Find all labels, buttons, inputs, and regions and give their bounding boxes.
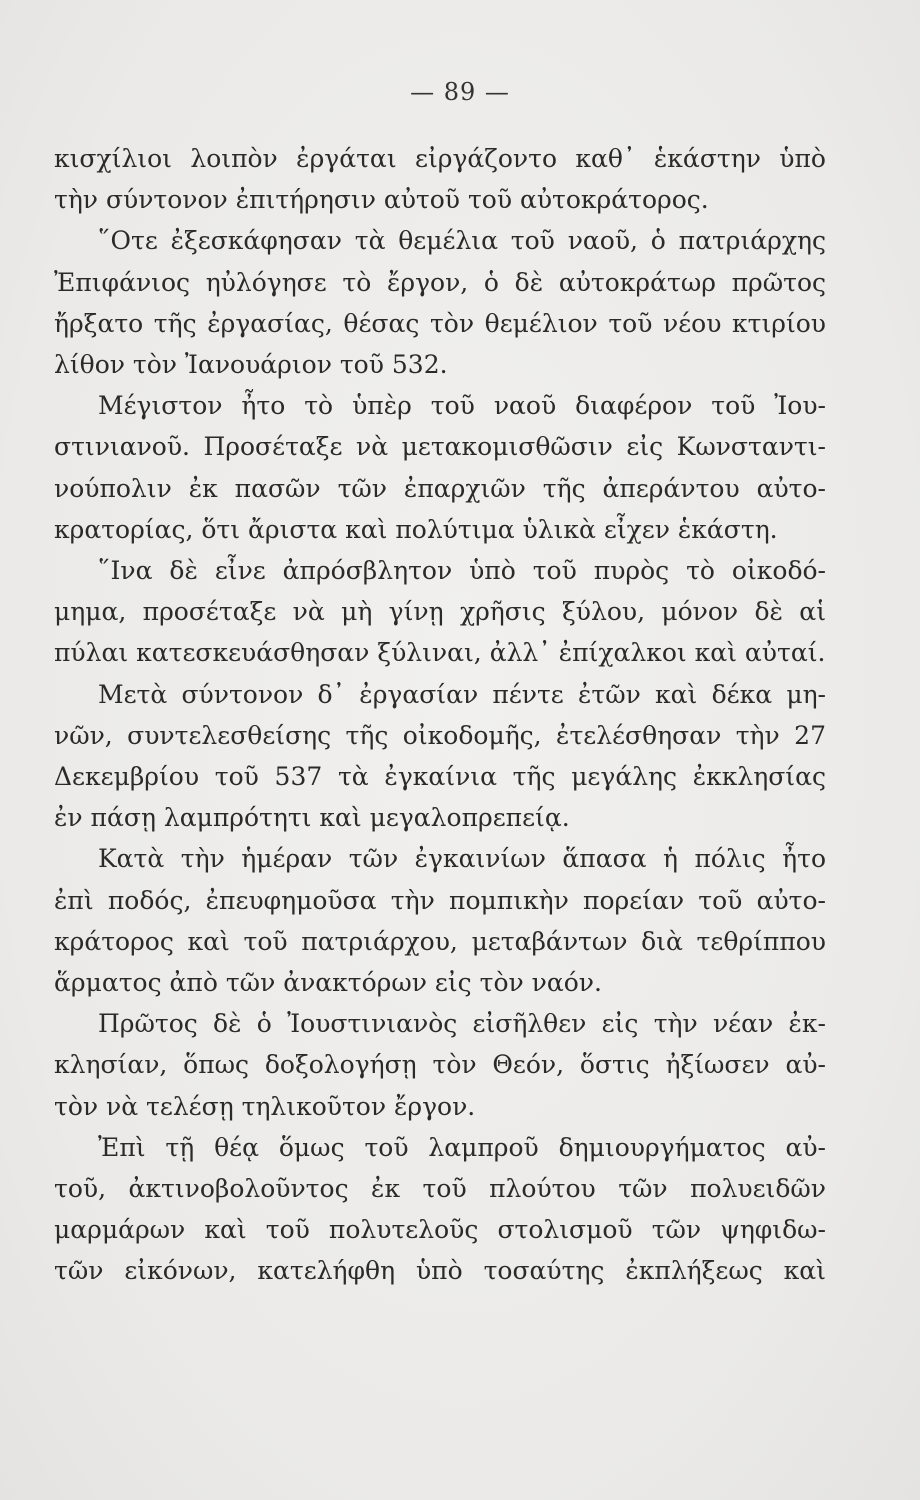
text-line: Δεκεμβρίου τοῦ 537 τὰ ἐγκαίνια τῆς μεγάλης ἐκκλησίας bbox=[54, 762, 826, 792]
body-text bbox=[54, 138, 826, 1292]
page-number: — 89 — bbox=[410, 78, 510, 106]
text-line: Ἐπὶ τῇ θέᾳ ὅμως τοῦ λαμπροῦ δημιουργήματος αὐ- bbox=[98, 1132, 826, 1162]
text-line: ἐπὶ ποδός, ἐπευφημοῦσα τὴν πομπικὴν πορείαν τοῦ αὐτο- bbox=[54, 885, 826, 915]
text-line: τοῦ, ἀκτινοβολοῦντος ἐκ τοῦ πλούτου τῶν πολυειδῶν bbox=[54, 1174, 826, 1204]
text-line: ἅρματος ἀπὸ τῶν ἀνακτόρων εἰς τὸν ναόν. bbox=[54, 968, 602, 998]
text-line: κισχίλιοι λοιπὸν ἐργάται εἰργάζοντο καθ᾽ ἑκάστην ὑπὸ bbox=[54, 144, 826, 173]
text-line: τὸν νὰ τελέσῃ τηλικοῦτον ἔργον. bbox=[54, 1091, 476, 1121]
text-line: Κατὰ τὴν ἡμέραν τῶν ἐγκαινίων ἅπασα ἡ πόλις ἦτο bbox=[98, 844, 826, 874]
paragraph bbox=[54, 674, 826, 839]
paragraph bbox=[54, 138, 826, 220]
text-line: Μέγιστον ἦτο τὸ ὑπὲρ τοῦ ναοῦ διαφέρον τοῦ Ἰου- bbox=[98, 391, 826, 421]
text-line: τὴν σύντονον ἐπιτήρησιν αὐτοῦ τοῦ αὐτοκράτορος. bbox=[54, 185, 709, 215]
text-line: κράτορος καὶ τοῦ πατριάρχου, μεταβάντων διὰ τεθρίππου bbox=[54, 926, 826, 956]
paragraph bbox=[54, 838, 826, 1003]
text-line: νῶν, συντελεσθείσης τῆς οἰκοδομῆς, ἐτελέσθησαν τὴν 27 bbox=[54, 720, 826, 750]
text-line: πύλαι κατεσκευάσθησαν ξύλιναι, ἀλλ᾽ ἐπίχαλκοι καὶ αὐταί. bbox=[54, 638, 826, 668]
text-line: κρατορίας, ὅτι ἄριστα καὶ πολύτιμα ὑλικὰ εἶχεν ἑκάστη. bbox=[54, 514, 778, 544]
paragraph bbox=[54, 1127, 826, 1292]
text-line: ἤρξατο τῆς ἐργασίας, θέσας τὸν θεμέλιον τοῦ νέου κτιρίου bbox=[54, 308, 826, 338]
text-line: Ἐπιφάνιος ηὐλόγησε τὸ ἔργον, ὁ δὲ αὐτοκράτωρ πρῶτος bbox=[54, 267, 826, 297]
text-line: μημα, προσέταξε νὰ μὴ γίνῃ χρῆσις ξύλου, μόνον δὲ αἱ bbox=[54, 597, 826, 627]
text-line: κλησίαν, ὅπως δοξολογήσῃ τὸν Θεόν, ὅστις ἠξίωσεν αὐ- bbox=[54, 1050, 826, 1080]
text-line: τῶν εἰκόνων, κατελήφθη ὑπὸ τοσαύτης ἐκπλήξεως καὶ bbox=[54, 1256, 826, 1286]
paragraph bbox=[54, 1003, 826, 1127]
text-line: Μετὰ σύντονον δ᾽ ἐργασίαν πέντε ἐτῶν καὶ δέκα μη- bbox=[98, 679, 826, 709]
paragraph bbox=[54, 220, 826, 385]
paragraph bbox=[54, 550, 826, 674]
text-line: λίθον τὸν Ἰανουάριον τοῦ 532. bbox=[54, 350, 448, 380]
text-line: στινιανοῦ. Προσέταξε νὰ μετακομισθῶσιν εἰς Κωνσταντι- bbox=[54, 432, 826, 462]
text-line: ῞Οτε ἐξεσκάφησαν τὰ θεμέλια τοῦ ναοῦ, ὁ πατριάρχης bbox=[98, 226, 826, 256]
text-line: μαρμάρων καὶ τοῦ πολυτελοῦς στολισμοῦ τῶν ψηφιδω- bbox=[54, 1215, 826, 1245]
text-line: νούπολιν ἐκ πασῶν τῶν ἐπαρχιῶν τῆς ἀπεράντου αὐτο- bbox=[54, 473, 826, 503]
text-line: ἐν πάσῃ λαμπρότητι καὶ μεγαλοπρεπείᾳ. bbox=[54, 803, 570, 833]
text-line: ῞Ινα δὲ εἶνε ἀπρόσβλητον ὑπὸ τοῦ πυρὸς τὸ οἰκοδό- bbox=[98, 556, 826, 586]
text-line: Πρῶτος δὲ ὁ Ἰουστινιανὸς εἰσῆλθεν εἰς τὴν νέαν ἐκ- bbox=[98, 1009, 826, 1039]
paragraph bbox=[54, 385, 826, 550]
